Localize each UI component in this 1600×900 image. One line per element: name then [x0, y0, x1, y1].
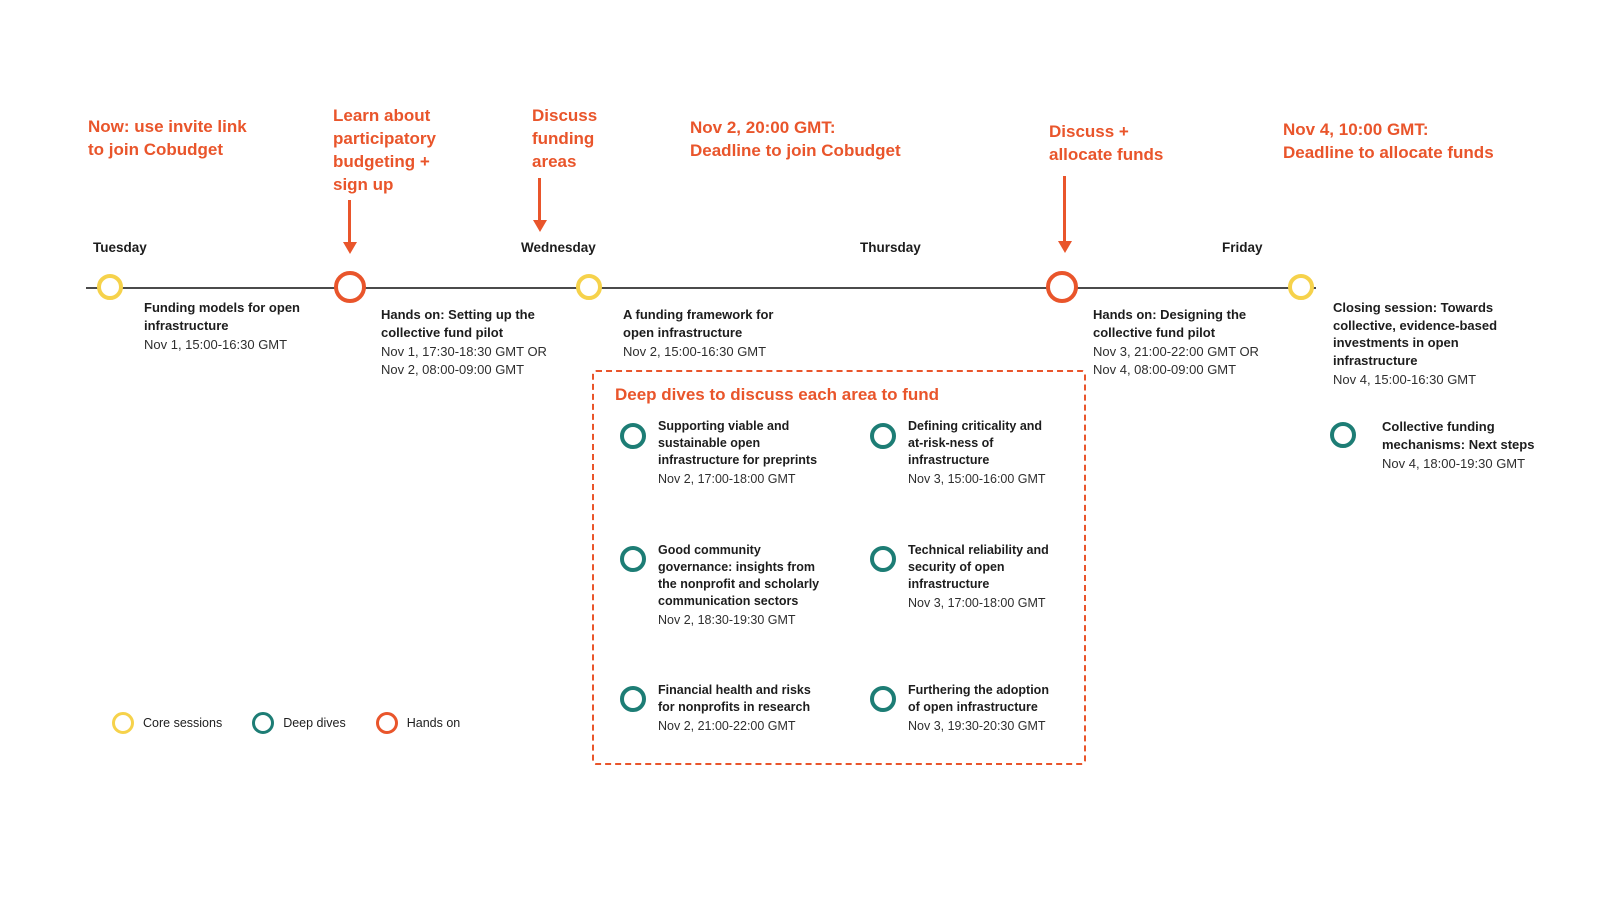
arrow-down-discuss-funding	[538, 178, 541, 221]
session-funding-framework	[623, 306, 803, 361]
session-title: Hands on: Designing the collective fund pilot	[1093, 307, 1247, 340]
deep-dive-title: Financial health and risks for nonprofits in research	[658, 683, 811, 714]
legend-item-core-sessions	[112, 712, 222, 734]
timeline-node-hands-on-setting-up[interactable]	[334, 271, 366, 303]
legend-label: Hands on	[406, 716, 461, 730]
legend-label: Core sessions	[143, 716, 223, 730]
timeline-node-core-closing-session[interactable]	[1288, 274, 1314, 300]
deep-dive-title: Defining criticality and at-risk-ness of infrastructure	[908, 419, 1043, 467]
session-time: Nov 3, 21:00-22:00 GMT OR Nov 4, 08:00-09:00 GMT	[1093, 344, 1259, 377]
timeline-node-core-funding-framework[interactable]	[576, 274, 602, 300]
session-title: Funding models for open infrastructure	[144, 300, 300, 333]
deep-dive-title: Supporting viable and sustainable open infrastructure for preprints	[658, 419, 818, 467]
deep-dive-node-criticality[interactable]	[870, 423, 896, 449]
session-title: A funding framework for open infrastructure	[623, 307, 774, 340]
session-hands-on-designing	[1093, 306, 1278, 378]
session-time: Nov 1, 17:30-18:30 GMT OR Nov 2, 08:00-09:00 GMT	[381, 344, 547, 377]
session-time: Nov 2, 15:00-16:30 GMT	[623, 344, 767, 360]
annotation-invite-link: Now: use invite link to join Cobudget	[88, 117, 247, 159]
deep-dive-item-adoption	[908, 682, 1103, 735]
deep-dive-node-adoption[interactable]	[870, 686, 896, 712]
annotation-deadline-join-cobudget: Nov 2, 20:00 GMT: Deadline to join Cobudget	[690, 118, 901, 160]
annotation-discuss-allocate-funds: Discuss + allocate funds	[1049, 122, 1164, 164]
deep-dive-time: Nov 2, 21:00-22:00 GMT	[658, 718, 796, 733]
deep-dive-item-governance	[658, 542, 853, 628]
deep-dive-node-technical-reliability[interactable]	[870, 546, 896, 572]
deep-dive-title: Good community governance: insights from the nonprofit and scholarly communication sectors	[658, 543, 820, 608]
day-label-friday: Friday	[1222, 240, 1263, 255]
deep-dive-item-criticality	[908, 418, 1103, 488]
deep-dive-item-financial-health	[658, 682, 853, 735]
legend-item-deep-dives	[252, 712, 346, 734]
timeline-node-deep-collective-funding[interactable]	[1330, 422, 1356, 448]
legend-item-hands-on	[376, 712, 461, 734]
legend-label: Deep dives	[283, 716, 346, 730]
session-title: Collective funding mechanisms: Next steps	[1382, 419, 1535, 452]
session-closing	[1333, 299, 1533, 389]
arrow-down-allocate	[1063, 176, 1066, 242]
deep-dive-time: Nov 3, 17:00-18:00 GMT	[908, 595, 1046, 610]
deep-dive-item-preprints	[658, 418, 853, 488]
session-title: Hands on: Setting up the collective fund pilot	[381, 307, 535, 340]
legend-core-icon	[112, 712, 134, 734]
deep-dive-title: Furthering the adoption of open infrastructure	[908, 683, 1049, 714]
deep-dive-title: Technical reliability and security of open infrastructure	[908, 543, 1049, 591]
deep-dive-time: Nov 3, 19:30-20:30 GMT	[908, 718, 1046, 733]
day-label-tuesday: Tuesday	[93, 240, 147, 255]
deep-dive-item-technical-reliability	[908, 542, 1103, 612]
day-label-wednesday: Wednesday	[521, 240, 596, 255]
deep-dive-node-preprints[interactable]	[620, 423, 646, 449]
deep-dive-time: Nov 2, 17:00-18:00 GMT	[658, 471, 796, 486]
legend-hands-on-icon	[376, 712, 398, 734]
deep-dive-time: Nov 3, 15:00-16:00 GMT	[908, 471, 1046, 486]
deep-dives-title: Deep dives to discuss each area to fund	[615, 385, 940, 404]
annotation-discuss-funding-areas: Discuss funding areas	[532, 106, 598, 171]
session-title: Closing session: Towards collective, evidence-based investments in open infrastructure	[1333, 300, 1498, 368]
legend-deep-dive-icon	[252, 712, 274, 734]
timeline-node-core-funding-models[interactable]	[97, 274, 123, 300]
session-time: Nov 1, 15:00-16:30 GMT	[144, 337, 288, 353]
arrow-down-learn	[348, 200, 351, 243]
timeline-axis	[86, 287, 1316, 289]
timeline-node-hands-on-designing[interactable]	[1046, 271, 1078, 303]
day-label-thursday: Thursday	[860, 240, 921, 255]
session-time: Nov 4, 15:00-16:30 GMT	[1333, 372, 1477, 388]
legend	[112, 712, 460, 734]
session-funding-models	[144, 299, 324, 354]
deep-dive-time: Nov 2, 18:30-19:30 GMT	[658, 612, 796, 627]
session-time: Nov 4, 18:00-19:30 GMT	[1382, 456, 1526, 472]
deep-dive-node-financial-health[interactable]	[620, 686, 646, 712]
annotation-deadline-allocate-funds: Nov 4, 10:00 GMT: Deadline to allocate funds	[1283, 120, 1494, 162]
session-collective-funding-next-steps	[1382, 418, 1562, 473]
session-hands-on-setting-up	[381, 306, 561, 378]
annotation-learn-participatory: Learn about participatory budgeting + sign up	[333, 106, 436, 194]
deep-dive-node-governance[interactable]	[620, 546, 646, 572]
